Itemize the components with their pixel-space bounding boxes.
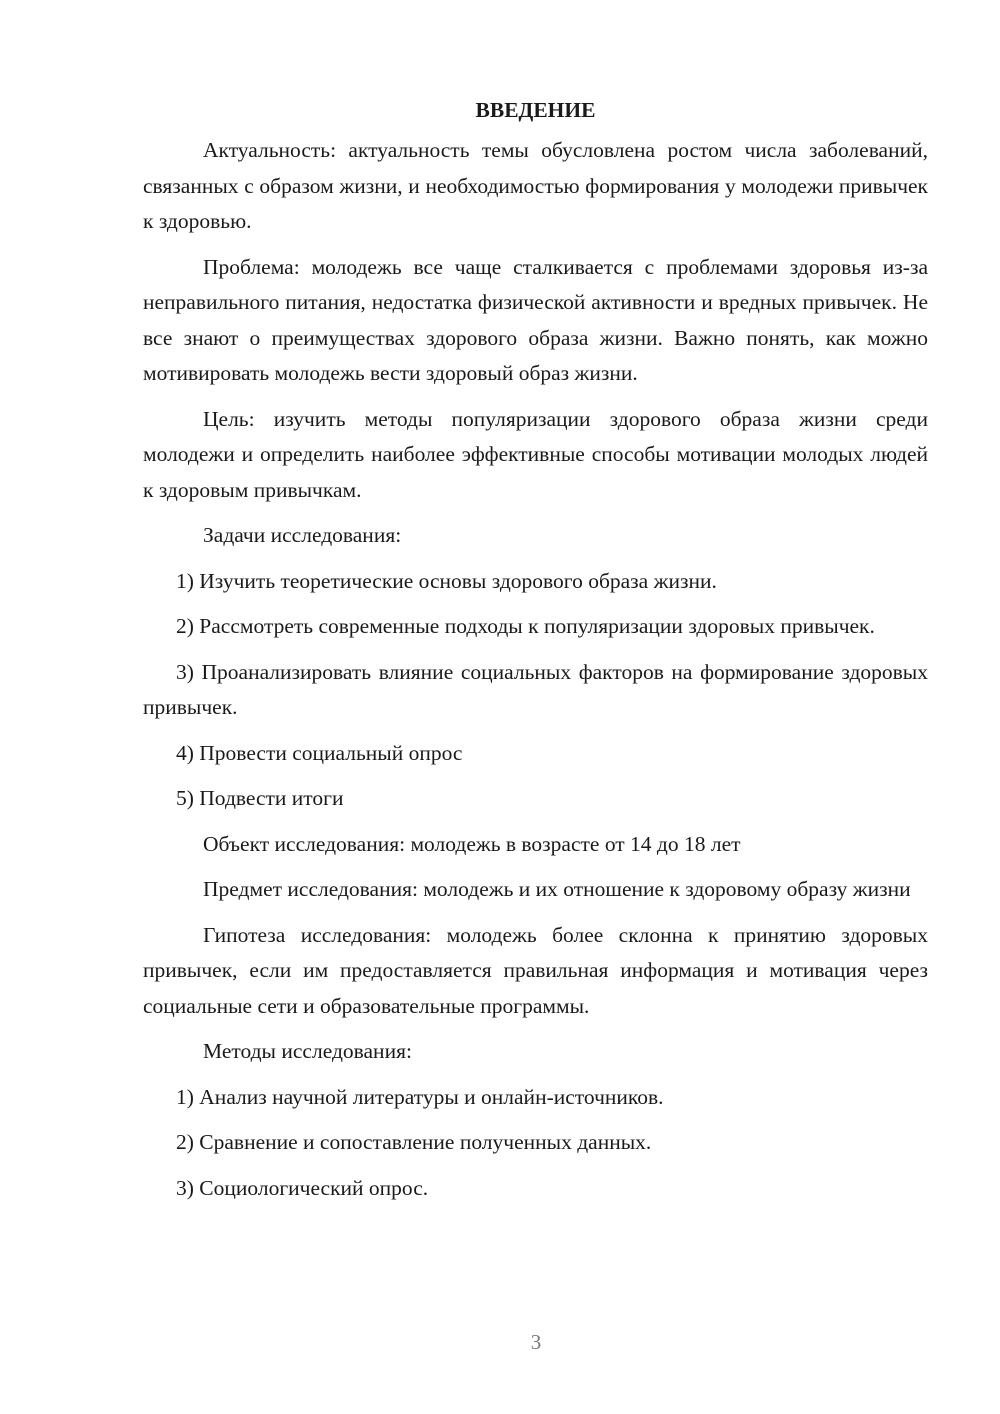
methods-heading: Методы исследования: — [203, 1039, 412, 1063]
object-paragraph: Объект исследования: молодежь в возрасте от 14 до 18 лет — [203, 831, 741, 856]
hypothesis-paragraph: Гипотеза исследования: молодежь более склонна к принятию здоровых привычек, если им предоставляется правильная информация и мотивация через социальные сети и образовательные программы. — [143, 922, 928, 1018]
task-item: 4) Провести социальный опрос — [176, 740, 463, 765]
task-item: 2) Рассмотреть современные подходы к популяризации здоровых привычек. — [176, 614, 875, 638]
method-item: 3) Социологический опрос. — [176, 1175, 429, 1200]
tasks-heading: Задачи исследования: — [203, 523, 402, 547]
method-item: 1) Анализ научной литературы и онлайн-источников. — [176, 1084, 664, 1109]
section-title: ВВЕДЕНИЕ — [475, 98, 596, 122]
method-item: 2) Сравнение и сопоставление полученных данных. — [176, 1130, 652, 1154]
task-item: 1) Изучить теоретические основы здорового образа жизни. — [176, 568, 717, 593]
goal-paragraph: Цель: изучить методы популяризации здорового образа жизни среди молодежи и определить наиболее эффективные способы мотивации молодых людей к здоровым привычкам. — [143, 406, 928, 502]
subject-paragraph: Предмет исследования: молодежь и их отношение к здоровому образу жизни — [203, 877, 911, 901]
page-number: 3 — [530, 1330, 542, 1354]
document-page — [143, 92, 928, 1216]
problem-paragraph: Проблема: молодежь все чаще сталкивается с проблемами здоровья из-за неправильного питания, недостатка физической активности и вредных привычек. Не все знают о преимуществах здорового образа жизни. Важно понять, как можно мотивировать молодежь вести здоровый образ жизни. — [143, 254, 928, 385]
relevance-paragraph: Актуальность: актуальность темы обусловлена ростом числа заболеваний, связанных с образом жизни, и необходимостью формирования у молодежи привычек к здоровью. — [143, 138, 928, 233]
task-item: 5) Подвести итоги — [176, 786, 344, 810]
task-item: 3) Проанализировать влияние социальных факторов на формирование здоровых привычек. — [143, 659, 928, 719]
